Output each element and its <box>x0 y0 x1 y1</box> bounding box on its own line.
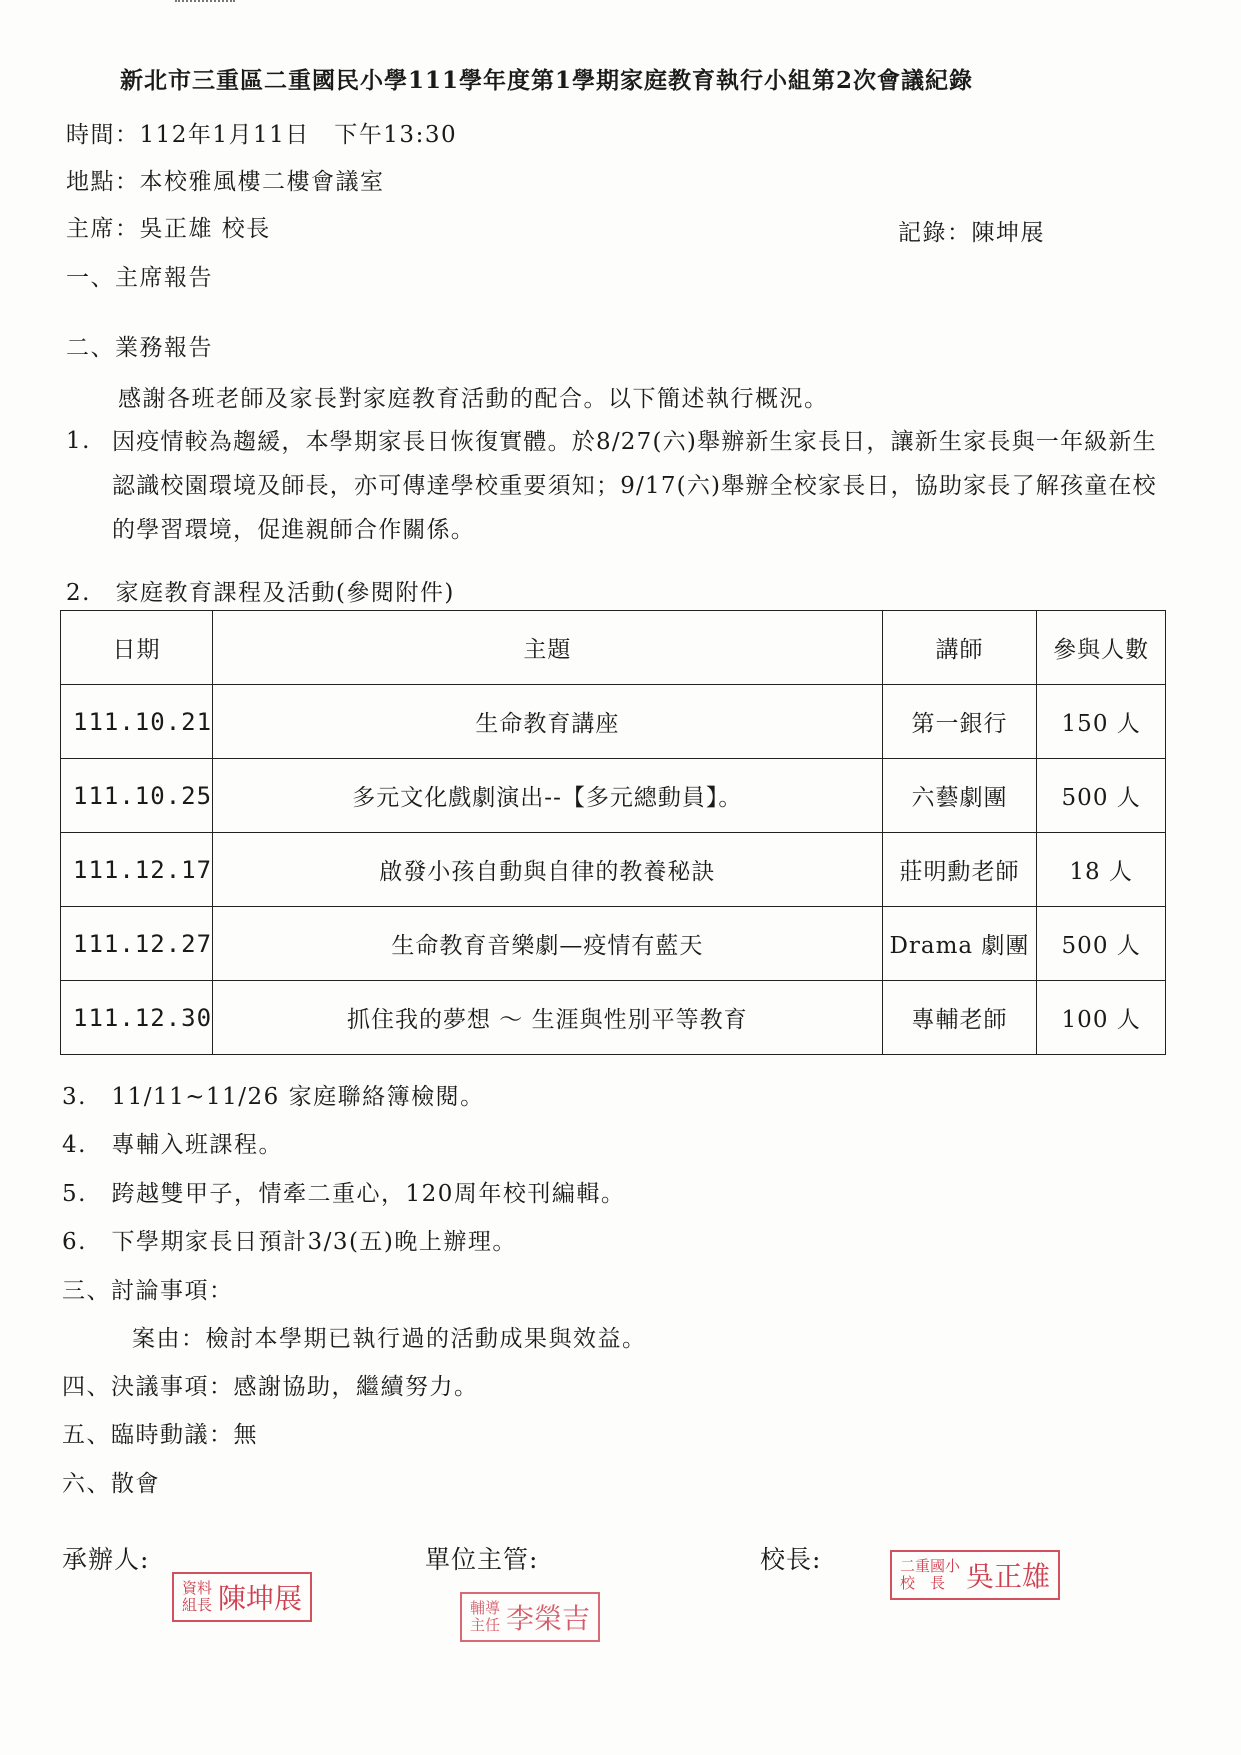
document-title: 新北市三重區二重國民小學111學年度第1學期家庭教育執行小組第2次會議紀錄 <box>120 67 974 94</box>
row-date: 111.12.17 <box>61 833 213 907</box>
handler-stamp-title: 資料 組長 <box>182 1579 213 1614</box>
row-topic: 生命教育音樂劇—疫情有藍天 <box>213 907 883 981</box>
section-extempore-motion: 五、臨時動議：無 <box>62 1422 258 1448</box>
item-4: 4. 專輔入班課程。 <box>62 1132 283 1158</box>
meeting-recorder: 記錄：陳坤展 <box>898 220 1045 246</box>
row-speaker: 六藝劇團 <box>882 759 1037 833</box>
supervisor-stamp <box>460 1592 600 1642</box>
activities-table <box>60 610 1166 1055</box>
principal-stamp-title: 二重國小 校 長 <box>900 1557 961 1592</box>
row-attendance: 500 人 <box>1037 907 1166 981</box>
row-date: 111.12.27 <box>61 907 213 981</box>
table-row <box>61 759 1166 833</box>
handler-label: 承辦人: <box>62 1545 150 1574</box>
discussion-case: 案由：檢討本學期已執行過的活動成果與效益。 <box>132 1326 647 1352</box>
table-row <box>61 685 1166 759</box>
row-speaker: Drama 劇團 <box>882 907 1037 981</box>
supervisor-stamp-name: 李榮吉 <box>506 1602 591 1635</box>
table-row <box>61 833 1166 907</box>
row-attendance: 18 人 <box>1037 833 1166 907</box>
section-chair-report: 一、主席報告 <box>66 265 213 291</box>
supervisor-stamp-title: 輔導 主任 <box>470 1599 501 1634</box>
section-business-report: 二、業務報告 <box>66 335 213 361</box>
header-topic: 主題 <box>213 611 883 685</box>
row-speaker: 專輔老師 <box>882 981 1037 1055</box>
row-date: 111.10.21 <box>61 685 213 759</box>
item-1-text: 因疫情較為趨緩，本學期家長日恢復實體。於8/27(六)舉辦新生家長日，讓新生家長與一年級新生認識校園環境及師長，亦可傳達學校重要須知；9/17(六)舉辦全校家長日，協助家長了解孩童在校的學習環境，促進親師合作關係。 <box>112 429 1157 543</box>
supervisor-label: 單位主管: <box>425 1545 539 1574</box>
section-resolution: 四、決議事項：感謝協助，繼續努力。 <box>62 1374 479 1400</box>
header-attendance: 參與人數 <box>1037 611 1166 685</box>
section-adjourn: 六、散會 <box>62 1471 160 1497</box>
business-intro: 感謝各班老師及家長對家庭教育活動的配合。以下簡述執行概況。 <box>118 386 829 412</box>
table-row <box>61 907 1166 981</box>
handler-stamp-name: 陳坤展 <box>218 1582 303 1615</box>
row-attendance: 100 人 <box>1037 981 1166 1055</box>
item-3: 3. 11/11~11/26 家庭聯絡簿檢閱。 <box>62 1084 485 1110</box>
header-speaker: 講師 <box>882 611 1037 685</box>
scan-artifact <box>175 0 235 8</box>
principal-label: 校長: <box>760 1545 822 1574</box>
row-topic: 抓住我的夢想 ～ 生涯與性別平等教育 <box>213 981 883 1055</box>
handler-stamp <box>172 1572 312 1622</box>
table-row <box>61 981 1166 1055</box>
row-speaker: 第一銀行 <box>882 685 1037 759</box>
row-topic: 生命教育講座 <box>213 685 883 759</box>
principal-stamp <box>890 1550 1060 1600</box>
row-attendance: 150 人 <box>1037 685 1166 759</box>
row-topic: 啟發小孩自動與自律的教養秘訣 <box>213 833 883 907</box>
item-1-number: 1. <box>66 428 91 454</box>
header-date: 日期 <box>61 611 213 685</box>
item-6: 6. 下學期家長日預計3/3(五)晚上辦理。 <box>62 1229 517 1255</box>
row-speaker: 莊明勳老師 <box>882 833 1037 907</box>
row-attendance: 500 人 <box>1037 759 1166 833</box>
item-5: 5. 跨越雙甲子，情牽二重心，120周年校刊編輯。 <box>62 1181 626 1207</box>
item-2: 2. 家庭教育課程及活動(參閱附件) <box>66 580 455 606</box>
meeting-chair: 主席：吳正雄 校長 <box>66 216 271 242</box>
row-date: 111.10.25 <box>61 759 213 833</box>
meeting-time: 時間：112年1月11日 下午13:30 <box>66 122 458 148</box>
meeting-place: 地點：本校雅風樓二樓會議室 <box>66 169 385 195</box>
section-discussion: 三、討論事項： <box>62 1278 234 1304</box>
table-header-row <box>61 611 1166 685</box>
principal-stamp-name: 吳正雄 <box>966 1560 1051 1593</box>
row-topic: 多元文化戲劇演出--【多元總動員】。 <box>213 759 883 833</box>
row-date: 111.12.30 <box>61 981 213 1055</box>
